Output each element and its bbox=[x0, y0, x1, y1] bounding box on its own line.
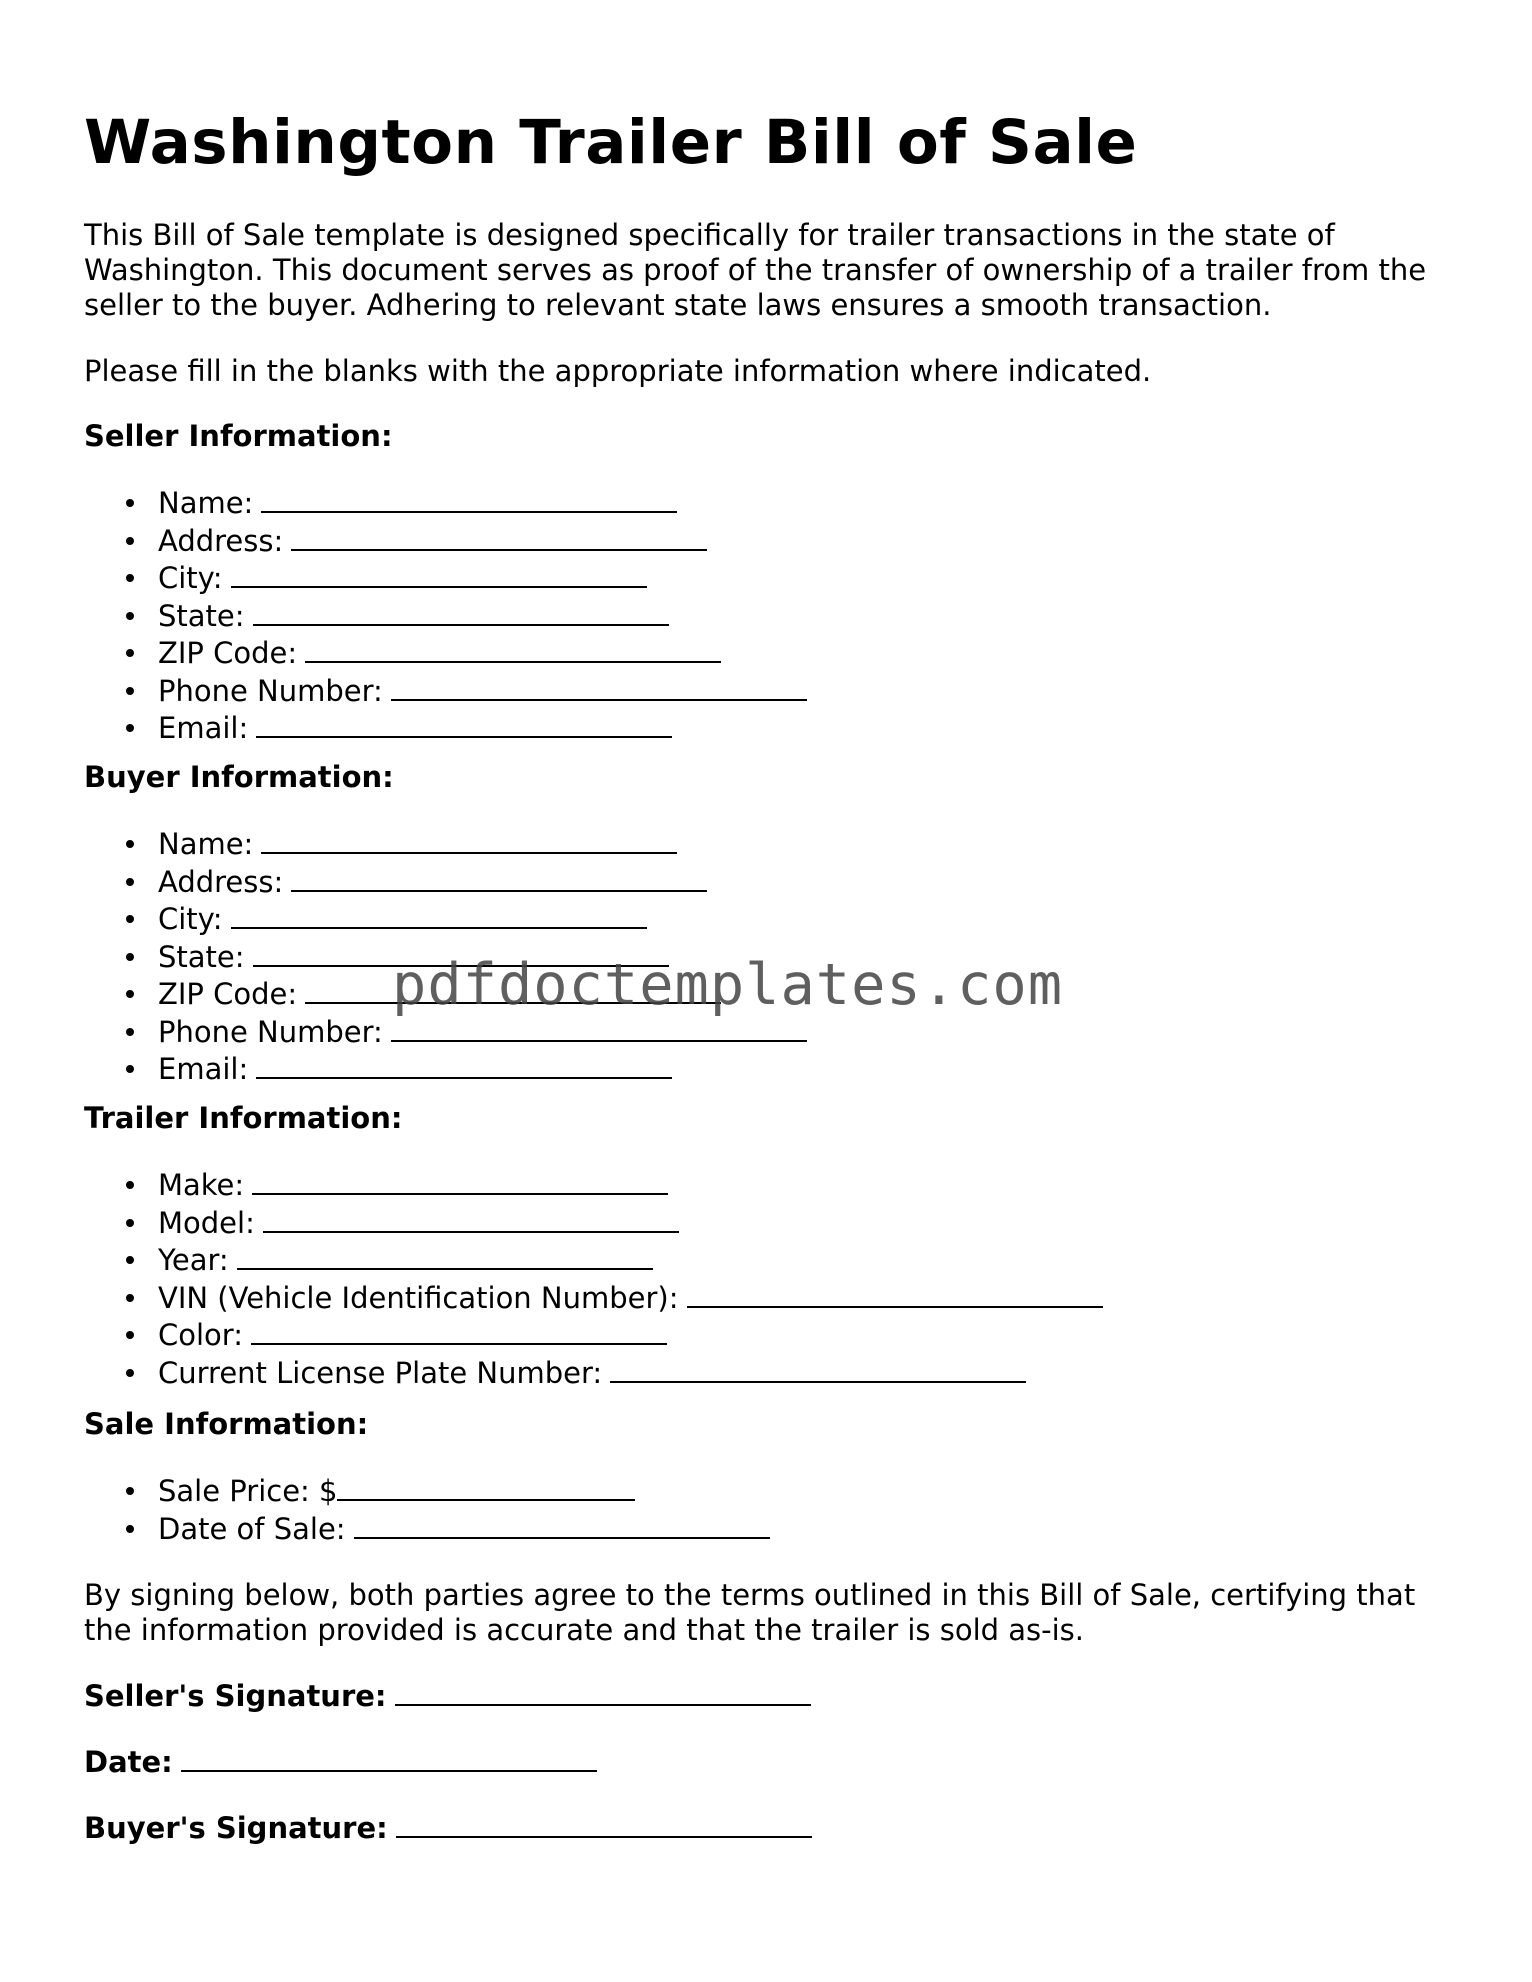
buyer-email-blank[interactable] bbox=[256, 1050, 672, 1079]
buyer-city-field: City: bbox=[84, 900, 807, 938]
seller-email-blank[interactable] bbox=[256, 709, 672, 738]
buyer-section-heading: Buyer Information: bbox=[84, 760, 394, 794]
sale-date-field: Date of Sale: bbox=[84, 1510, 770, 1548]
signature-date-blank[interactable] bbox=[181, 1743, 597, 1772]
buyer-address-field: Address: bbox=[84, 863, 807, 901]
seller-phone-field: Phone Number: bbox=[84, 672, 807, 710]
intro-paragraph: This Bill of Sale template is designed specifically for trailer transactions in the state of Washington. This document serves as proof of the transfer of ownership of a trailer from the seller to the buyer. Adhering to relevant state laws ensures a smooth transaction. bbox=[84, 218, 1427, 322]
trailer-year-field: Year: bbox=[84, 1241, 1103, 1279]
buyer-signature-line: Buyer's Signature: bbox=[84, 1809, 812, 1846]
buyer-state-field: State: bbox=[84, 938, 807, 976]
agreement-paragraph: By signing below, both parties agree to the terms outlined in this Bill of Sale, certifying that the information provided is accurate and that the trailer is sold as-is. bbox=[84, 1578, 1416, 1647]
seller-state-field: State: bbox=[84, 597, 807, 635]
seller-city-field: City: bbox=[84, 559, 807, 597]
trailer-vin-blank[interactable] bbox=[687, 1279, 1103, 1308]
trailer-vin-field: VIN (Vehicle Identification Number): bbox=[84, 1279, 1103, 1317]
trailer-plate-blank[interactable] bbox=[610, 1354, 1026, 1383]
sale-fields-list bbox=[84, 1472, 770, 1547]
seller-signature-line: Seller's Signature: bbox=[84, 1677, 811, 1714]
seller-city-blank[interactable] bbox=[231, 559, 647, 588]
signature-date-line: Date: bbox=[84, 1743, 597, 1780]
buyer-email-field: Email: bbox=[84, 1050, 807, 1088]
trailer-model-blank[interactable] bbox=[263, 1204, 679, 1233]
seller-signature-blank[interactable] bbox=[395, 1677, 811, 1706]
watermark: pdfdoctemplates.com bbox=[392, 952, 1064, 1018]
trailer-make-blank[interactable] bbox=[252, 1166, 668, 1195]
trailer-year-blank[interactable] bbox=[237, 1241, 653, 1270]
seller-section-heading: Seller Information: bbox=[84, 419, 393, 453]
seller-fields-list bbox=[84, 484, 807, 747]
document-title: Washington Trailer Bill of Sale bbox=[84, 107, 1138, 178]
trailer-make-field: Make: bbox=[84, 1166, 1103, 1204]
buyer-signature-blank[interactable] bbox=[396, 1809, 812, 1838]
buyer-address-blank[interactable] bbox=[291, 863, 707, 892]
seller-email-field: Email: bbox=[84, 709, 807, 747]
trailer-color-blank[interactable] bbox=[251, 1316, 667, 1345]
buyer-city-blank[interactable] bbox=[231, 900, 647, 929]
trailer-fields-list bbox=[84, 1166, 1103, 1391]
buyer-phone-field: Phone Number: bbox=[84, 1013, 807, 1051]
buyer-name-field: Name: bbox=[84, 825, 807, 863]
sale-section-heading: Sale Information: bbox=[84, 1407, 369, 1441]
trailer-plate-field: Current License Plate Number: bbox=[84, 1354, 1103, 1392]
buyer-zip-field: ZIP Code: bbox=[84, 975, 807, 1013]
seller-phone-blank[interactable] bbox=[391, 672, 807, 701]
trailer-color-field: Color: bbox=[84, 1316, 1103, 1354]
instructions-paragraph: Please fill in the blanks with the appropriate information where indicated. bbox=[84, 354, 1152, 388]
seller-zip-blank[interactable] bbox=[305, 634, 721, 663]
seller-name-blank[interactable] bbox=[261, 484, 677, 513]
seller-address-blank[interactable] bbox=[291, 522, 707, 551]
seller-address-field: Address: bbox=[84, 522, 807, 560]
seller-zip-field: ZIP Code: bbox=[84, 634, 807, 672]
seller-state-blank[interactable] bbox=[253, 597, 669, 626]
seller-name-field: Name: bbox=[84, 484, 807, 522]
sale-date-blank[interactable] bbox=[354, 1510, 770, 1539]
trailer-section-heading: Trailer Information: bbox=[84, 1101, 403, 1135]
sale-price-field: Sale Price: $ bbox=[84, 1472, 770, 1510]
buyer-name-blank[interactable] bbox=[261, 825, 677, 854]
trailer-model-field: Model: bbox=[84, 1204, 1103, 1242]
sale-price-blank[interactable] bbox=[337, 1472, 635, 1501]
